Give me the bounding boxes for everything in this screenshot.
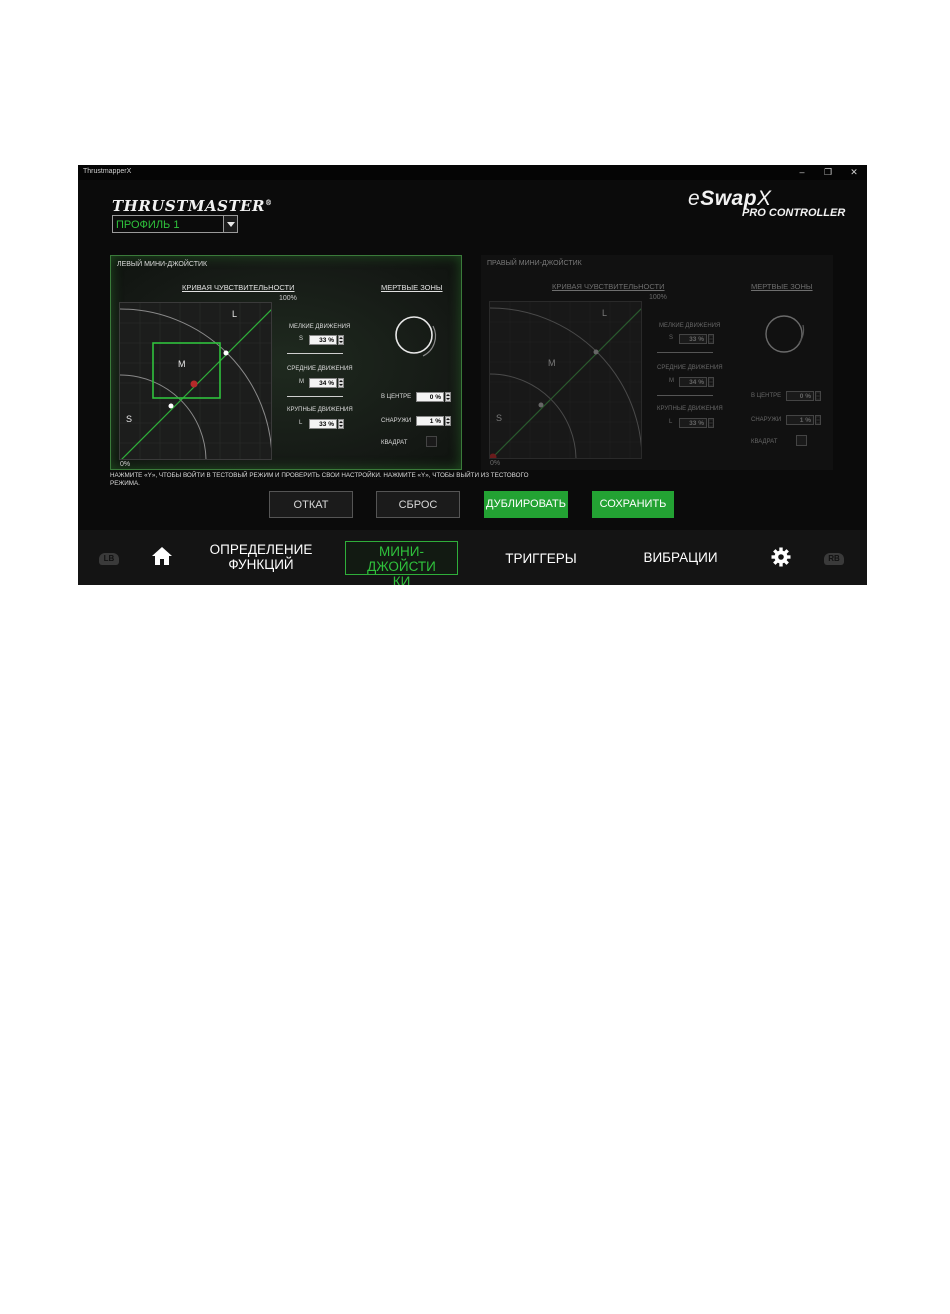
graph-label-s: S	[496, 413, 503, 423]
gear-icon[interactable]	[771, 547, 791, 567]
rb-bumper-icon[interactable]: RB	[824, 553, 844, 565]
profile-select[interactable]	[112, 215, 238, 233]
medium-label: СРЕДНИЕ ДВИЖЕНИЯ	[287, 366, 353, 372]
sensitivity-curve-graph[interactable]	[119, 302, 272, 460]
save-button[interactable]: СОХРАНИТЬ	[592, 491, 674, 518]
soft-handle	[169, 404, 174, 409]
outside-value[interactable]: 1 %	[416, 416, 444, 426]
square-checkbox[interactable]	[796, 435, 807, 446]
square-checkbox[interactable]	[426, 436, 437, 447]
square-label: КВАДРАТ	[381, 440, 408, 446]
soft-label: МЕЛКИЕ ДВИЖЕНИЯ	[289, 324, 351, 330]
center-stepper[interactable]	[786, 391, 821, 401]
medium-label: СРЕДНИЕ ДВИЖЕНИЯ	[657, 365, 723, 371]
graph-min-label: 0%	[490, 460, 501, 467]
curve-svg	[490, 302, 642, 459]
large-label: КРУПНЫЕ ДВИЖЕНИЯ	[287, 407, 353, 413]
curve-svg	[120, 303, 272, 460]
restore-button[interactable]: ❐	[823, 167, 833, 177]
nav-functions-line2: ФУНКЦИЙ	[228, 557, 294, 572]
divider	[287, 396, 343, 397]
minimize-button[interactable]: –	[799, 167, 805, 177]
profile-value: ПРОФИЛЬ 1	[116, 219, 180, 231]
eswap-logo-swap: Swap	[700, 187, 758, 210]
large-value[interactable]: 33 %	[309, 419, 337, 429]
nav-vibration[interactable]: ВИБРАЦИИ	[643, 550, 718, 565]
soft-handle	[539, 403, 544, 408]
center-label: В ЦЕНТРЕ	[751, 393, 782, 399]
stepper-arrows-icon[interactable]	[445, 392, 451, 402]
curve-heading: КРИВАЯ ЧУВСТВИТЕЛЬНОСТИ	[552, 282, 665, 291]
home-icon[interactable]	[151, 546, 173, 566]
large-handle	[594, 350, 599, 355]
deadzone-heading: МЕРТВЫЕ ЗОНЫ	[751, 282, 813, 291]
medium-stepper[interactable]	[309, 378, 344, 388]
stepper-arrows-icon[interactable]	[338, 378, 344, 388]
center-label: В ЦЕНТРЕ	[381, 394, 412, 400]
center-value[interactable]: 0 %	[416, 392, 444, 402]
graph-label-l: L	[232, 309, 238, 319]
center-stepper[interactable]	[416, 392, 451, 402]
brand-mark: ®	[265, 198, 273, 207]
nav-functions-line1: ОПРЕДЕЛЕНИЕ	[209, 542, 313, 557]
stepper-arrows-icon[interactable]	[708, 377, 714, 387]
stepper-arrows-icon[interactable]	[708, 418, 714, 428]
graph-label-s: S	[126, 414, 133, 424]
large-handle	[224, 351, 229, 356]
soft-label: МЕЛКИЕ ДВИЖЕНИЯ	[659, 323, 721, 329]
nav-sticks-line1: МИНИ-ДЖОЙСТИ	[367, 544, 436, 574]
large-key: L	[299, 420, 303, 426]
eswap-logo-line2: PRO CONTROLLER	[742, 207, 846, 219]
stepper-arrows-icon[interactable]	[338, 419, 344, 429]
sensitivity-curve-graph[interactable]	[489, 301, 642, 459]
window-title: ThrustmapperX	[83, 168, 132, 175]
lb-bumper-icon[interactable]: LB	[99, 553, 119, 565]
square-label: КВАДРАТ	[751, 439, 778, 445]
divider	[657, 352, 713, 353]
soft-key: S	[669, 335, 674, 341]
medium-key: M	[669, 378, 674, 384]
deadzone-circle-icon	[393, 314, 439, 360]
eswap-logo	[688, 187, 848, 227]
title-bar	[78, 165, 867, 180]
thrustmapper-window	[78, 165, 867, 585]
stepper-arrows-icon[interactable]	[708, 334, 714, 344]
outside-label: СНАРУЖИ	[381, 418, 412, 424]
undo-button[interactable]: ОТКАТ	[269, 491, 353, 518]
large-value[interactable]: 33 %	[679, 418, 707, 428]
stepper-arrows-icon[interactable]	[815, 391, 821, 401]
large-stepper[interactable]	[679, 418, 714, 428]
thrustmaster-logo	[112, 197, 273, 215]
outside-label: СНАРУЖИ	[751, 417, 782, 423]
medium-key: M	[299, 379, 304, 385]
soft-key: S	[299, 336, 304, 342]
soft-stepper[interactable]	[679, 334, 714, 344]
soft-value[interactable]: 33 %	[309, 335, 337, 345]
curve-heading: КРИВАЯ ЧУВСТВИТЕЛЬНОСТИ	[182, 283, 295, 292]
large-stepper[interactable]	[309, 419, 344, 429]
eswap-logo-e: e	[688, 187, 701, 210]
nav-triggers[interactable]: ТРИГГЕРЫ	[505, 551, 577, 566]
nav-mini-sticks[interactable]	[345, 541, 458, 585]
divider	[657, 395, 713, 396]
chevron-down-icon[interactable]	[223, 216, 237, 232]
nav-sticks-line2: КИ	[392, 574, 411, 585]
graph-min-label: 0%	[120, 461, 131, 468]
reset-button[interactable]: СБРОС	[376, 491, 460, 518]
test-mode-hint: НАЖМИТЕ «Y», ЧТОБЫ ВОЙТИ В ТЕСТОВЫЙ РЕЖИМ И ПРОВЕРИТЬ СВОИ НАСТРОЙКИ. НАЖМИТЕ «Y», ЧТОБЫ ВЫЙТИ ИЗ ТЕСТОВОГО РЕЖИМА.	[110, 472, 529, 487]
medium-value[interactable]: 34 %	[679, 377, 707, 387]
deadzone-circle-icon	[763, 313, 809, 359]
stepper-arrows-icon[interactable]	[445, 416, 451, 426]
eswap-logo-x: X	[757, 187, 772, 210]
stepper-arrows-icon[interactable]	[815, 415, 821, 425]
outside-value[interactable]: 1 %	[786, 415, 814, 425]
close-button[interactable]: ✕	[850, 167, 858, 177]
panel-title: ПРАВЫЙ МИНИ-ДЖОЙСТИК	[487, 260, 582, 267]
soft-value[interactable]: 33 %	[679, 334, 707, 344]
graph-label-m: M	[548, 358, 556, 368]
large-key: L	[669, 419, 673, 425]
nav-functions[interactable]	[203, 542, 319, 572]
bottom-nav	[78, 530, 867, 585]
left-stick-panel[interactable]	[110, 255, 462, 470]
graph-label-l: L	[602, 308, 608, 318]
duplicate-button[interactable]: ДУБЛИРОВАТЬ	[484, 491, 568, 518]
graph-max-label: 100%	[279, 295, 297, 302]
medium-stepper[interactable]	[679, 377, 714, 387]
outside-stepper[interactable]	[416, 416, 451, 426]
deadzone-heading: МЕРТВЫЕ ЗОНЫ	[381, 283, 443, 292]
stepper-arrows-icon[interactable]	[338, 335, 344, 345]
right-stick-panel[interactable]	[481, 255, 833, 470]
graph-label-m: M	[178, 359, 186, 369]
curve-point	[191, 381, 198, 388]
center-value[interactable]: 0 %	[786, 391, 814, 401]
graph-max-label: 100%	[649, 294, 667, 301]
soft-stepper[interactable]	[309, 335, 344, 345]
divider	[287, 353, 343, 354]
large-label: КРУПНЫЕ ДВИЖЕНИЯ	[657, 406, 723, 412]
outside-stepper[interactable]	[786, 415, 821, 425]
panel-title: ЛЕВЫЙ МИНИ-ДЖОЙСТИК	[117, 261, 208, 268]
medium-value[interactable]: 34 %	[309, 378, 337, 388]
brand-name: THRUSTMASTER	[112, 197, 266, 215]
